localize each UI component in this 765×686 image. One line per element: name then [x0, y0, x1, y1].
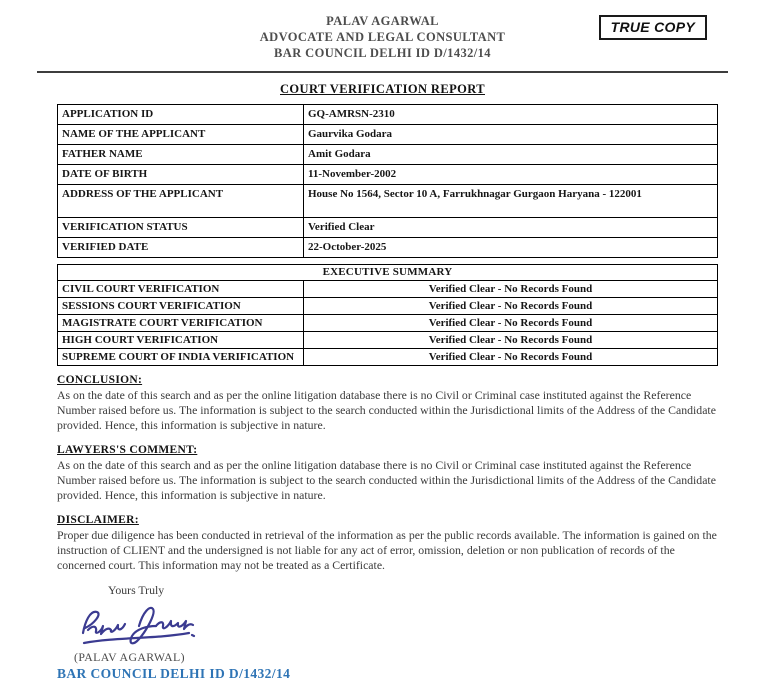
- detail-value: GQ-AMRSN-2310: [304, 105, 718, 125]
- disclaimer-section: [57, 514, 718, 573]
- conclusion-text: As on the date of this search and as per the online litigation database there is no Civil or Criminal case instituted against the Reference Number raised before us. The information is subject to the search conducted within the Jurisdictional limits of the Address of the Candidate provided. Hence, this information is subjective in nature.: [57, 388, 716, 432]
- salutation-text: Yours Truly: [108, 583, 165, 597]
- table-row: [58, 105, 718, 125]
- table-row: [58, 185, 718, 218]
- court-result: Verified Clear - No Records Found: [304, 281, 718, 298]
- detail-value: Gaurvika Godara: [304, 125, 718, 145]
- table-row: [58, 349, 718, 366]
- table-row: [58, 281, 718, 298]
- signatory-name: (PALAV AGARWAL): [74, 650, 185, 664]
- table-row: [58, 298, 718, 315]
- advocate-name: PALAV AGARWAL: [326, 14, 439, 28]
- court-label: SESSIONS COURT VERIFICATION: [58, 298, 304, 315]
- signature-ink-strokes: [76, 600, 211, 650]
- detail-value: Amit Godara: [304, 145, 718, 165]
- detail-label: FATHER NAME: [58, 145, 304, 165]
- conclusion-section: [57, 374, 718, 433]
- table-row: [58, 218, 718, 238]
- table-row: [58, 332, 718, 349]
- detail-label: VERIFIED DATE: [58, 238, 304, 258]
- table-row: [58, 315, 718, 332]
- detail-label: NAME OF THE APPLICANT: [58, 125, 304, 145]
- detail-value: 22-October-2025: [304, 238, 718, 258]
- detail-value: 11-November-2002: [304, 165, 718, 185]
- detail-value: House No 1564, Sector 10 A, Farrukhnagar Gurgaon Haryana - 122001: [304, 185, 718, 218]
- lawyers-comment-section: [57, 444, 718, 503]
- detail-label: VERIFICATION STATUS: [58, 218, 304, 238]
- disclaimer-text: Proper due diligence has been conducted in retrieval of the information as per the public records available. The information is gained on the instruction of CLIENT and the undersigned is not liable for any act of error, omission, deletion or non publication of records of the concerned court. This information may not be treated as a Certificate.: [57, 528, 717, 572]
- table-row: [58, 165, 718, 185]
- true-copy-stamp: TRUE COPY: [599, 15, 707, 40]
- detail-label: ADDRESS OF THE APPLICANT: [58, 185, 304, 218]
- table-row: [58, 125, 718, 145]
- bar-council-id-header: BAR COUNCIL DELHI ID D/1432/14: [274, 46, 491, 60]
- court-result: Verified Clear - No Records Found: [304, 332, 718, 349]
- executive-summary-heading: EXECUTIVE SUMMARY: [58, 265, 718, 281]
- table-row: [58, 145, 718, 165]
- court-result: Verified Clear - No Records Found: [304, 349, 718, 366]
- detail-label: DATE OF BIRTH: [58, 165, 304, 185]
- court-label: MAGISTRATE COURT VERIFICATION: [58, 315, 304, 332]
- court-result: Verified Clear - No Records Found: [304, 298, 718, 315]
- advocate-designation: ADVOCATE AND LEGAL CONSULTANT: [259, 30, 506, 44]
- detail-value: Verified Clear: [304, 218, 718, 238]
- handwritten-signature: [76, 600, 211, 650]
- detail-label: APPLICATION ID: [58, 105, 304, 125]
- page-title: COURT VERIFICATION REPORT: [280, 82, 485, 96]
- table-row: [58, 238, 718, 258]
- court-label: CIVIL COURT VERIFICATION: [58, 281, 304, 298]
- lawyers-comment-text: As on the date of this search and as per the online litigation database there is no Civil or Criminal case instituted against the Reference Number raised before us. The information is subject to the search conducted within the Jurisdictional limits of the Address of the Candidate provided. Hence, this information is subjective in nature.: [57, 458, 716, 502]
- conclusion-heading: CONCLUSION:: [57, 374, 143, 386]
- executive-summary-table: [57, 264, 718, 366]
- disclaimer-heading: DISCLAIMER:: [57, 514, 139, 526]
- lawyers-comment-heading: LAWYERS'S COMMENT:: [57, 444, 198, 456]
- applicant-details-table: [57, 104, 718, 258]
- court-label: SUPREME COURT OF INDIA VERIFICATION: [58, 349, 304, 366]
- header-divider-line: [37, 71, 728, 73]
- court-result: Verified Clear - No Records Found: [304, 315, 718, 332]
- court-label: HIGH COURT VERIFICATION: [58, 332, 304, 349]
- table-header-row: [58, 265, 718, 281]
- bar-council-id-footer: BAR COUNCIL DELHI ID D/1432/14: [57, 666, 291, 681]
